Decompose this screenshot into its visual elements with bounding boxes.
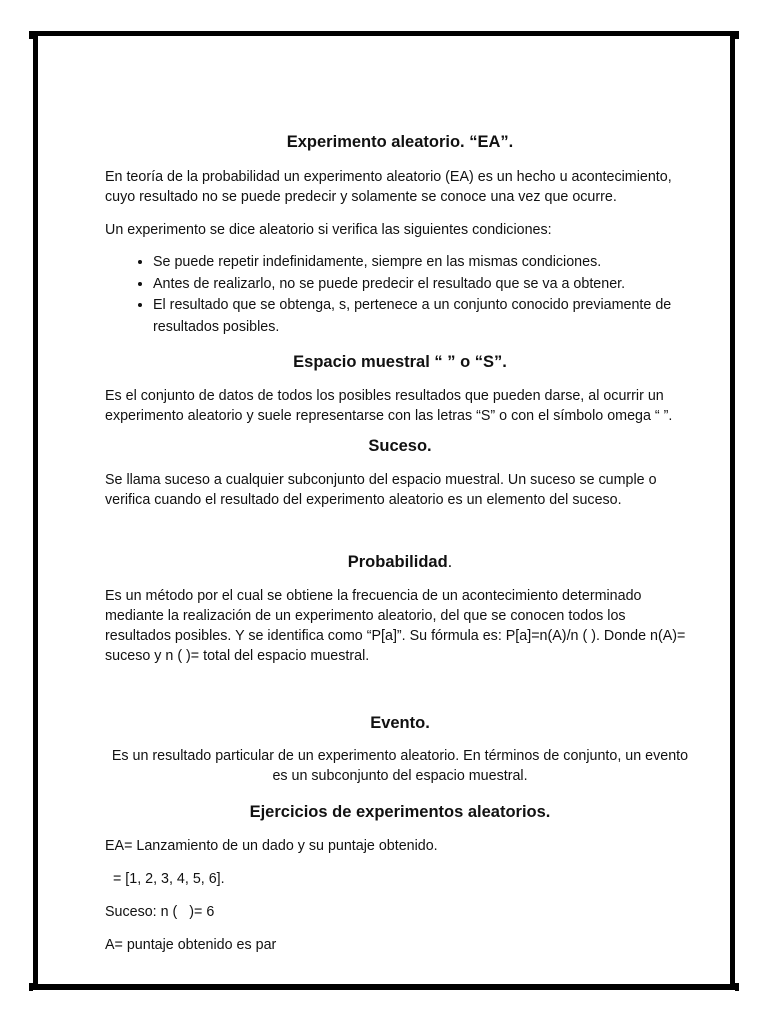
document-page	[33, 31, 735, 990]
heading-espacio-muestral: Espacio muestral “ ” o “S”.	[293, 353, 507, 371]
heading-probabilidad-dot: .	[447, 553, 453, 571]
exercise-line: Suceso: n ( )= 6	[105, 904, 215, 920]
heading-evento: Evento.	[370, 714, 430, 732]
exercise-line: EA= Lanzamiento de un dado y su puntaje obtenido.	[105, 838, 438, 854]
list-item: • Se puede repetir indefinidamente, siempre en las mismas condiciones.	[153, 252, 695, 274]
paragraph-condiciones-intro: Un experimento se dice aleatorio si verifica las siguientes condiciones:	[105, 222, 552, 238]
heading-ejercicios: Ejercicios de experimentos aleatorios.	[249, 803, 551, 821]
list-item: • El resultado que se obtenga, s, pertenece a un conjunto conocido previamente de resultados posibles.	[153, 295, 695, 338]
paragraph-probabilidad: Es un método por el cual se obtiene la frecuencia de un acontecimiento determinado mediante la realización de un experimento aleatorio, del que se conocen todos los resultados posibles. Y se identifica como “P[a]”. Su fórmula es: P[a]=n(A)/n ( ). Donde n(A)= suceso y n ( )= total del espacio muestral.	[105, 588, 686, 664]
heading-probabilidad-text: Probabilidad	[347, 553, 448, 571]
exercise-line: A= puntaje obtenido es par	[105, 937, 277, 953]
page-corner-mark	[735, 983, 739, 991]
exercise-line: = [1, 2, 3, 4, 5, 6].	[105, 871, 225, 887]
paragraph-suceso: Se llama suceso a cualquier subconjunto del espacio muestral. Un suceso se cumple o verifica cuando el resultado del experimento aleatorio es un elemento del suceso.	[105, 472, 657, 508]
paragraph-definicion-ea: En teoría de la probabilidad un experimento aleatorio (EA) es un hecho u acontecimiento, cuyo resultado no se puede predecir y solamente se conoce una vez que ocurre.	[105, 169, 672, 205]
paragraph-evento: Es un resultado particular de un experimento aleatorio. En términos de conjunto, un evento es un subconjunto del espacio muestral.	[111, 748, 689, 784]
conditions-list	[105, 252, 695, 338]
heading-experimento: Experimento aleatorio. “EA”.	[286, 133, 514, 151]
document-content	[105, 94, 695, 955]
heading-suceso: Suceso.	[368, 437, 432, 455]
page-corner-mark	[735, 31, 739, 39]
heading-probabilidad	[105, 551, 695, 573]
list-item: • Antes de realizarlo, no se puede predecir el resultado que se va a obtener.	[153, 274, 695, 296]
paragraph-espacio-muestral: Es el conjunto de datos de todos los posibles resultados que pueden darse, al ocurrir un experimento aleatorio y suele representarse con las letras “S” o con el símbolo omega “ ”.	[105, 388, 673, 424]
